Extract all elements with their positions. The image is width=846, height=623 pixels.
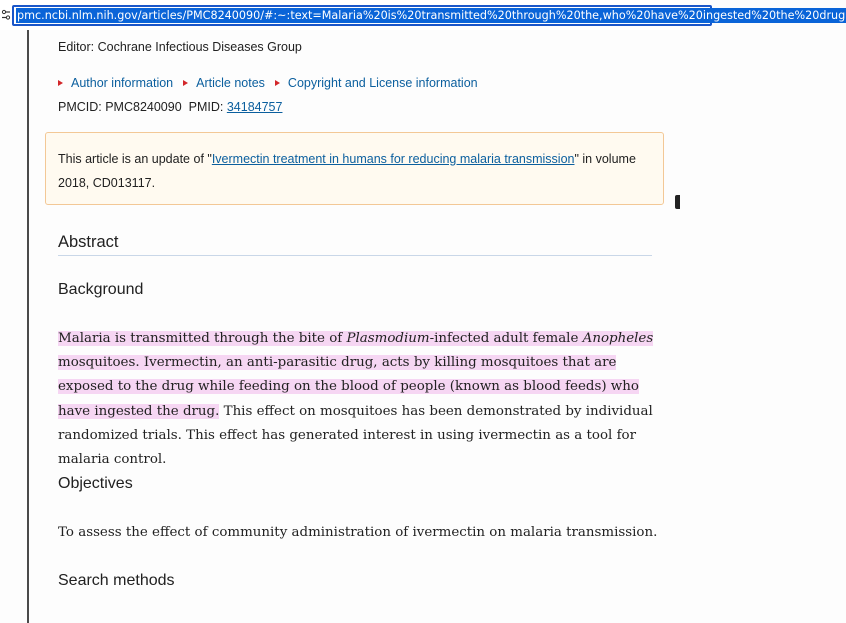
pmid-link[interactable]: 34184757 xyxy=(226,100,283,114)
background-text-1: Malaria is transmitted through the bite of xyxy=(58,331,347,346)
triangle-right-icon xyxy=(58,80,63,86)
background-text-3: mosquitoes. Ivermectin, an anti-parasitic drug, acts by killing mosquitoes that are exposed to the drug while feeding on the blood of people (known as blood feeds) who have ingested the drug. xyxy=(58,355,639,419)
article-notes-label: Article notes xyxy=(196,76,265,90)
triangle-right-icon xyxy=(183,80,188,86)
background-text-4: This effect on mosquitoes has been demonstrated by individual randomized trials. This effect has generated interest in using ivermectin as a tool for malaria control. xyxy=(58,403,653,468)
editor-line: Editor: Cochrane Infectious Diseases Group xyxy=(58,40,302,54)
copyright-license-label: Copyright and License information xyxy=(287,76,478,90)
abstract-divider xyxy=(58,255,652,256)
anopheles-term: Anopheles xyxy=(582,331,654,346)
background-text-2: -infected adult female xyxy=(429,331,583,346)
article-meta-links xyxy=(58,76,478,90)
address-url[interactable]: pmc.ncbi.nlm.nih.gov/articles/PMC8240090/#:~:text=Malaria%20is%20transmitted%20through%20the,who%20have%20ingested%20the%20drug xyxy=(17,9,846,22)
pmcid: PMCID: PMC8240090 xyxy=(58,100,182,114)
author-information-label: Author information xyxy=(71,76,174,90)
copyright-license-link[interactable] xyxy=(275,76,478,90)
pmid-label: PMID: xyxy=(188,100,224,114)
update-notice xyxy=(45,132,664,205)
abstract-heading: Abstract xyxy=(58,233,119,251)
plasmodium-term: Plasmodium xyxy=(346,331,430,346)
objectives-paragraph: To assess the effect of community administration of ivermectin on malaria transmission. xyxy=(58,525,658,540)
notice-prefix: This article is an update of " xyxy=(58,152,212,166)
objectives-heading: Objectives xyxy=(58,475,133,492)
search-methods-heading: Search methods xyxy=(58,572,175,589)
side-handle[interactable] xyxy=(675,195,680,209)
content-left-border xyxy=(27,30,29,623)
article-ids xyxy=(58,100,282,114)
notice-suffix: " in volume 2018, CD013117. xyxy=(58,152,636,190)
address-bar xyxy=(0,0,846,30)
article-notes-link[interactable] xyxy=(183,76,265,90)
tune-icon[interactable] xyxy=(1,9,11,21)
background-paragraph xyxy=(58,327,658,472)
notice-article-link[interactable]: Ivermectin treatment in humans for reducing malaria transmission xyxy=(211,152,575,166)
triangle-right-icon xyxy=(275,80,280,86)
background-heading: Background xyxy=(58,281,144,298)
address-input[interactable] xyxy=(12,5,846,26)
author-information-link[interactable] xyxy=(58,76,173,90)
